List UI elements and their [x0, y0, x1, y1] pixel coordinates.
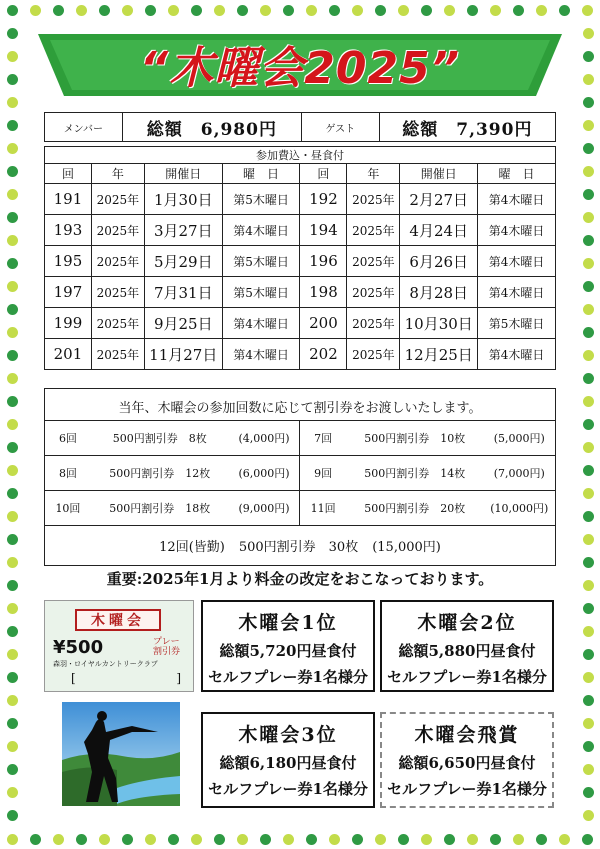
schedule-cell: 2025年: [347, 277, 400, 308]
border-dot: [352, 834, 363, 845]
border-dot: [583, 212, 594, 223]
border-dot: [513, 834, 524, 845]
discount-row: [45, 421, 555, 456]
border-dot: [583, 396, 594, 407]
border-dot: [191, 5, 202, 16]
discount-table: [45, 420, 555, 526]
discount-box: [44, 388, 556, 566]
discount-footer: [45, 525, 555, 565]
discount-cell: (4,000円): [229, 421, 300, 456]
border-dot: [559, 5, 570, 16]
border-dot: [421, 834, 432, 845]
border-dot: [444, 834, 455, 845]
schedule-cell: 第4木曜日: [478, 215, 556, 246]
border-dot: [421, 5, 432, 16]
schedule-cell: 2025年: [91, 277, 144, 308]
schedule-cell: 第4木曜日: [222, 215, 300, 246]
border-dot: [191, 834, 202, 845]
schedule-cell: 第5木曜日: [222, 277, 300, 308]
discount-cell: 11回: [300, 491, 346, 526]
border-dot: [76, 834, 87, 845]
border-dot: [583, 649, 594, 660]
schedule-header-cell: 年: [91, 164, 144, 184]
discount-cell: 500円割引券 14枚: [346, 456, 484, 491]
guest-price: 総額 7,390円: [402, 119, 533, 140]
border-dot: [583, 442, 594, 453]
discount-cell: (10,000円): [484, 491, 555, 526]
schedule-cell: 6月26日: [400, 246, 478, 277]
border-dot: [583, 787, 594, 798]
voucher-sub: プレー 割引券: [153, 637, 181, 657]
discount-row: [45, 456, 555, 491]
border-dot: [99, 5, 110, 16]
border-dot: [7, 97, 18, 108]
border-dot: [99, 834, 110, 845]
schedule-cell: 第4木曜日: [222, 308, 300, 339]
schedule-cell: 第5木曜日: [222, 246, 300, 277]
border-dot: [7, 258, 18, 269]
border-dot: [7, 281, 18, 292]
schedule-cell: 192: [300, 184, 347, 215]
border-dot: [306, 834, 317, 845]
schedule-cell: 2025年: [91, 184, 144, 215]
guest-label: ゲスト: [302, 113, 380, 141]
border-dot: [583, 695, 594, 706]
border-dot: [583, 350, 594, 361]
discount-cell: 500円割引券 18枚: [91, 491, 229, 526]
border-dot: [7, 143, 18, 154]
border-dot: [7, 557, 18, 568]
discount-cell: (7,000円): [484, 456, 555, 491]
voucher-amount: ¥500: [53, 637, 104, 658]
border-dot: [583, 488, 594, 499]
discount-cell: (9,000円): [229, 491, 300, 526]
schedule-cell: 194: [300, 215, 347, 246]
prize-3rd: 木曜会3位 総額6,180円昼食付 セルフプレー券1名様分: [201, 712, 375, 808]
schedule-cell: 202: [300, 339, 347, 370]
schedule-header-cell: 年: [347, 164, 400, 184]
prize-1st: 木曜会1位 総額5,720円昼食付 セルフプレー券1名様分: [201, 600, 375, 692]
border-dot: [7, 350, 18, 361]
price-row: [44, 112, 556, 142]
border-dot: [30, 834, 41, 845]
border-dot: [237, 834, 248, 845]
border-dot: [398, 834, 409, 845]
schedule-cell: 第4木曜日: [222, 339, 300, 370]
schedule-cell: 2月27日: [400, 184, 478, 215]
schedule-cell: 9月25日: [144, 308, 222, 339]
border-dot: [490, 834, 501, 845]
footer-value: (15,000円): [372, 540, 441, 555]
border-dot: [7, 718, 18, 729]
discount-cell: 6回: [45, 421, 91, 456]
schedule-cell: 199: [45, 308, 92, 339]
discount-cell: 500円割引券 20枚: [346, 491, 484, 526]
border-dot: [306, 5, 317, 16]
border-dot: [214, 5, 225, 16]
border-dot: [7, 212, 18, 223]
schedule-cell: 11月27日: [144, 339, 222, 370]
border-dot: [7, 488, 18, 499]
border-dot: [7, 511, 18, 522]
border-dot: [260, 834, 271, 845]
border-dot: [168, 834, 179, 845]
border-dot: [7, 534, 18, 545]
schedule-header-cell: 開催日: [144, 164, 222, 184]
footer-coupon: 500円割引券 30枚: [238, 540, 359, 555]
border-dot: [7, 120, 18, 131]
border-dot: [583, 327, 594, 338]
border-dot: [283, 834, 294, 845]
schedule-cell: 2025年: [91, 339, 144, 370]
border-dot: [513, 5, 524, 16]
border-dot: [329, 834, 340, 845]
schedule-header-cell: 開催日: [400, 164, 478, 184]
prize-2nd: 木曜会2位 総額5,880円昼食付 セルフプレー券1名様分: [380, 600, 554, 692]
schedule-cell: 第4木曜日: [478, 277, 556, 308]
voucher-club: 森羽・ロイヤルカントリークラブ: [53, 660, 158, 668]
border-dot: [7, 787, 18, 798]
member-label: メンバー: [45, 113, 123, 141]
border-dot: [536, 834, 547, 845]
border-dot: [7, 396, 18, 407]
border-dot: [76, 5, 87, 16]
schedule-cell: 2025年: [91, 308, 144, 339]
prize-tobi: 木曜会飛賞 総額6,650円昼食付 セルフプレー券1名様分: [380, 712, 554, 808]
border-dot: [583, 626, 594, 637]
discount-cell: 10回: [45, 491, 91, 526]
schedule-cell: 7月31日: [144, 277, 222, 308]
border-dot: [53, 5, 64, 16]
border-dot: [283, 5, 294, 16]
border-dot: [583, 304, 594, 315]
schedule-cell: 第5木曜日: [478, 308, 556, 339]
border-dot: [214, 834, 225, 845]
border-dot: [583, 419, 594, 430]
voucher-title: 木曜会: [75, 609, 161, 631]
border-dot: [7, 327, 18, 338]
discount-cell: (5,000円): [484, 421, 555, 456]
schedule-cell: 第5木曜日: [222, 184, 300, 215]
schedule-header-cell: 回: [300, 164, 347, 184]
schedule-cell: 195: [45, 246, 92, 277]
border-dot: [582, 834, 593, 845]
border-dot: [145, 834, 156, 845]
border-dot: [583, 166, 594, 177]
border-dot: [7, 442, 18, 453]
schedule-cell: 191: [45, 184, 92, 215]
border-dot: [583, 718, 594, 729]
schedule-row: [45, 277, 556, 308]
schedule-cell: 第4木曜日: [478, 184, 556, 215]
border-dot: [467, 5, 478, 16]
schedule-row: [45, 308, 556, 339]
border-dot: [583, 120, 594, 131]
border-dot: [122, 5, 133, 16]
border-dot: [467, 834, 478, 845]
border-dot: [7, 166, 18, 177]
border-dot: [375, 5, 386, 16]
border-dot: [7, 373, 18, 384]
schedule-cell: 4月24日: [400, 215, 478, 246]
border-dot: [583, 557, 594, 568]
border-dot: [583, 810, 594, 821]
schedule-cell: 第4木曜日: [478, 339, 556, 370]
schedule-cell: 2025年: [91, 246, 144, 277]
border-dot: [583, 97, 594, 108]
border-dot: [583, 764, 594, 775]
schedule-cell: 2025年: [91, 215, 144, 246]
border-dot: [30, 5, 41, 16]
schedule-cell: 2025年: [347, 308, 400, 339]
border-dot: [583, 534, 594, 545]
border-dot: [375, 834, 386, 845]
discount-cell: 7回: [300, 421, 346, 456]
border-dot: [559, 834, 570, 845]
schedule-row: [45, 339, 556, 370]
schedule-header-cell: 回: [45, 164, 92, 184]
border-dot: [444, 5, 455, 16]
border-dot: [7, 834, 18, 845]
border-dot: [7, 419, 18, 430]
discount-cell: 9回: [300, 456, 346, 491]
schedule-cell: 第4木曜日: [478, 246, 556, 277]
schedule-cell: 201: [45, 339, 92, 370]
border-dot: [7, 695, 18, 706]
schedule-header-row: [45, 164, 556, 184]
border-dot: [237, 5, 248, 16]
schedule-cell: 5月29日: [144, 246, 222, 277]
border-dot: [7, 465, 18, 476]
voucher-bracket: [ ]: [71, 671, 181, 685]
discount-cell: 500円割引券 10枚: [346, 421, 484, 456]
border-dot: [583, 465, 594, 476]
schedule-row: [45, 184, 556, 215]
border-dot: [7, 764, 18, 775]
border-dot: [583, 511, 594, 522]
border-dot: [7, 626, 18, 637]
schedule-cell: 197: [45, 277, 92, 308]
border-dot: [583, 258, 594, 269]
border-dot: [7, 672, 18, 683]
discount-cell: 500円割引券 8枚: [91, 421, 229, 456]
schedule-cell: 2025年: [347, 184, 400, 215]
schedule-cell: 3月27日: [144, 215, 222, 246]
schedule-cell: 198: [300, 277, 347, 308]
member-price: 総額 6,980円: [123, 113, 302, 141]
schedule-cell: 2025年: [347, 246, 400, 277]
border-dot: [7, 304, 18, 315]
border-dot: [583, 672, 594, 683]
schedule-cell: 8月28日: [400, 277, 478, 308]
schedule-cell: 10月30日: [400, 308, 478, 339]
border-dot: [7, 649, 18, 660]
schedule-table: [44, 146, 556, 370]
discount-cell: 8回: [45, 456, 91, 491]
border-dot: [583, 143, 594, 154]
schedule-header-cell: 曜 日: [222, 164, 300, 184]
border-dot: [583, 373, 594, 384]
border-dot: [352, 5, 363, 16]
border-dot: [398, 5, 409, 16]
schedule-cell: 1月30日: [144, 184, 222, 215]
important-notice: 重要:2025年1月より料金の改定をおこなっております。: [106, 570, 494, 588]
page-title: “木曜会2025”: [139, 43, 461, 94]
discount-cell: 500円割引券 12枚: [91, 456, 229, 491]
schedule-row: [45, 215, 556, 246]
discount-row: [45, 491, 555, 526]
border-dot: [145, 5, 156, 16]
border-dot: [583, 603, 594, 614]
schedule-cell: 2025年: [347, 215, 400, 246]
schedule-row: [45, 246, 556, 277]
schedule-cell: 2025年: [347, 339, 400, 370]
border-dot: [490, 5, 501, 16]
border-dot: [583, 281, 594, 292]
border-dot: [260, 5, 271, 16]
border-dot: [583, 235, 594, 246]
border-dot: [168, 5, 179, 16]
border-dot: [122, 834, 133, 845]
golfer-image: [62, 702, 180, 806]
discount-voucher-image: [44, 600, 194, 692]
border-dot: [7, 810, 18, 821]
border-dot: [583, 741, 594, 752]
schedule-header-cell: 曜 日: [478, 164, 556, 184]
border-dot: [7, 741, 18, 752]
border-dot: [582, 5, 593, 16]
border-dot: [53, 834, 64, 845]
border-dot: [536, 5, 547, 16]
border-dot: [7, 603, 18, 614]
schedule-cell: 12月25日: [400, 339, 478, 370]
border-dot: [329, 5, 340, 16]
discount-cell: (6,000円): [229, 456, 300, 491]
footer-count: 12回(皆勤): [159, 540, 225, 555]
border-dot: [7, 235, 18, 246]
border-dot: [583, 189, 594, 200]
schedule-cell: 196: [300, 246, 347, 277]
discount-header: 当年、木曜会の参加回数に応じて割引券をお渡しいたします。: [118, 401, 482, 416]
schedule-cell: 200: [300, 308, 347, 339]
border-dot: [7, 189, 18, 200]
schedule-caption: 参加費込・昼食付: [45, 147, 556, 164]
border-dot: [7, 5, 18, 16]
schedule-cell: 193: [45, 215, 92, 246]
